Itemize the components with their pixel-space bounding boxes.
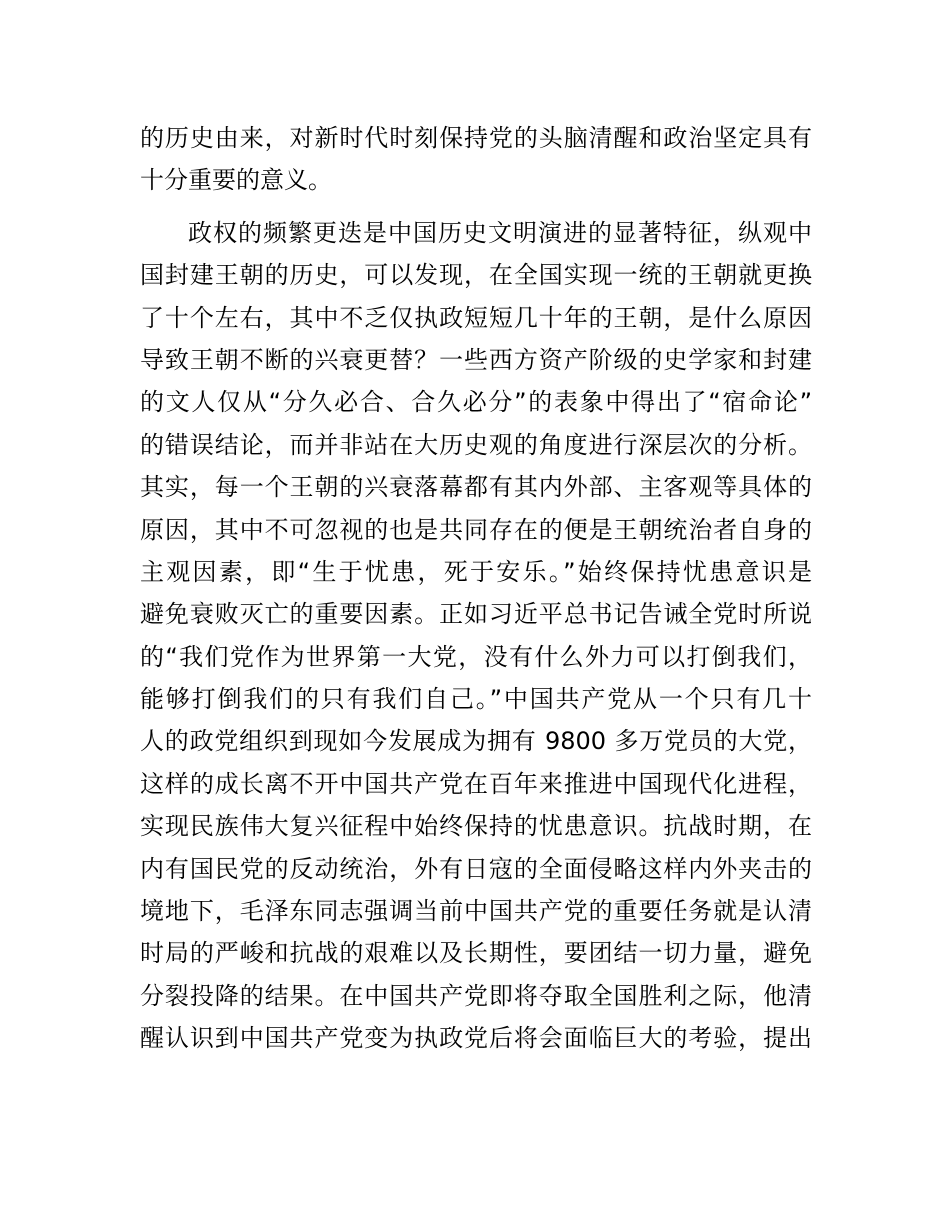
text-line: 分裂投降的结果。在中国共产党即将夺取全国胜利之际，他清	[140, 981, 812, 1010]
text-line: 人的政党组织到现如今发展成为拥有 9800 多万党员的大党，	[140, 727, 812, 756]
text-line: 主观因素，即“生于忧患，死于安乐。”始终保持忧患意识是	[140, 557, 812, 586]
text-line: 了十个左右，其中不乏仅执政短短几十年的王朝，是什么原因	[140, 303, 812, 332]
text-line: 其实，每一个王朝的兴衰落幕都有其内外部、主客观等具体的	[140, 473, 812, 502]
text-line: 能够打倒我们的只有我们自己。”中国共产党从一个只有几十	[140, 685, 812, 714]
paragraph-2	[140, 212, 812, 1060]
text-line: 原因，其中不可忽视的也是共同存在的便是王朝统治者自身的	[140, 515, 812, 544]
body-text	[140, 117, 812, 1060]
text-line: 内有国民党的反动统治，外有日寇的全面侵略这样内外夹击的	[140, 854, 812, 883]
text-line: 这样的成长离不开中国共产党在百年来推进中国现代化进程，	[140, 769, 812, 798]
text-line: 的“我们党作为世界第一大党，没有什么外力可以打倒我们，	[140, 642, 812, 671]
text-line: 政权的频繁更迭是中国历史文明演进的显著特征，纵观中	[188, 218, 812, 247]
text-line: 十分重要的意义。	[140, 166, 332, 195]
paragraph-spacer	[140, 202, 812, 212]
text-line: 避免衰败灭亡的重要因素。正如习近平总书记告诫全党时所说	[140, 600, 812, 629]
text-line: 的文人仅从“分久必合、合久必分”的表象中得出了“宿命论”	[140, 388, 812, 417]
text-line: 境地下，毛泽东同志强调当前中国共产党的重要任务就是认清	[140, 897, 812, 926]
text-line: 导致王朝不断的兴衰更替？一些西方资产阶级的史学家和封建	[140, 345, 812, 374]
text-line: 醒认识到中国共产党变为执政党后将会面临巨大的考验，提出	[140, 1024, 812, 1053]
text-line: 的错误结论，而并非站在大历史观的角度进行深层次的分析。	[140, 430, 812, 459]
text-line: 时局的严峻和抗战的艰难以及长期性，要团结一切力量，避免	[140, 939, 812, 968]
text-line: 的历史由来，对新时代时刻保持党的头脑清醒和政治坚定具有	[140, 124, 812, 152]
paragraph-1	[140, 117, 812, 202]
text-line: 国封建王朝的历史，可以发现，在全国实现一统的王朝就更换	[140, 261, 812, 290]
text-line: 实现民族伟大复兴征程中始终保持的忧患意识。抗战时期，在	[140, 812, 812, 841]
